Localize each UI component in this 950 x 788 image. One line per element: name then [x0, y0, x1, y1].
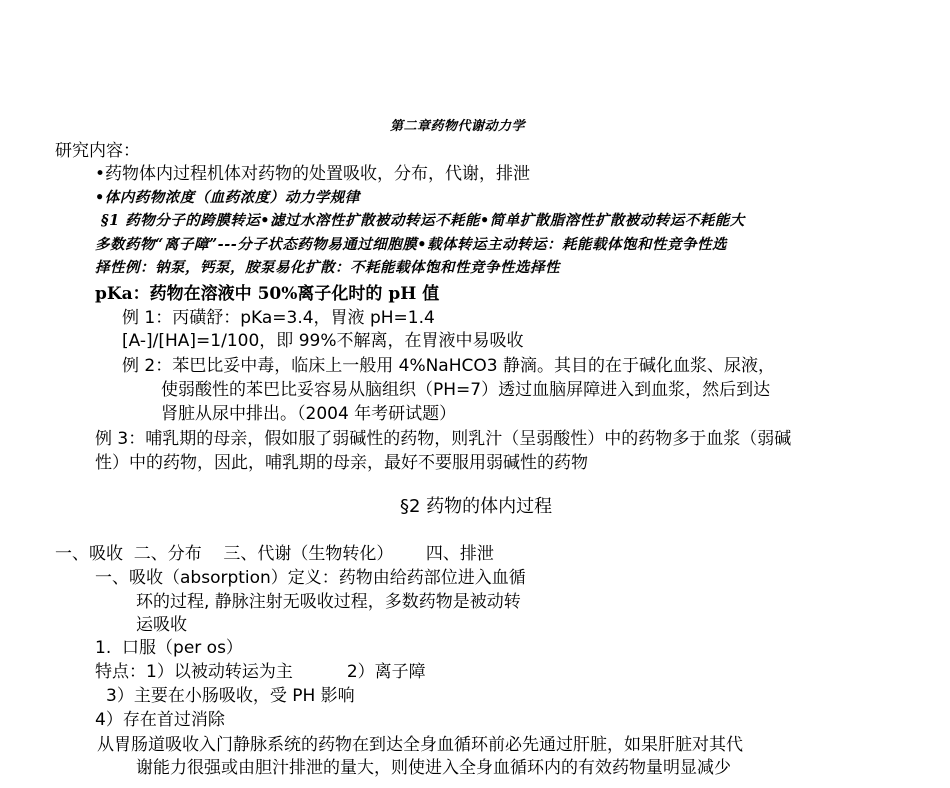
research-label: 研究内容： [55, 141, 140, 161]
example3-line2: 性）中的药物，因此，哺乳期的母亲，最好不要服用弱碱性的药物 [95, 453, 588, 473]
example1-line2: [A-]/[HA]=1/100，即 99%不解离，在胃液中易吸收 [122, 331, 524, 351]
section1-line1: §1 药物分子的跨膜转运•滤过水溶性扩散被动转运不耗能•简单扩散脂溶性扩散被动转运不耗能大 [101, 212, 745, 229]
feature-line4: 4）存在首过消除 [95, 710, 225, 730]
example2-line1: 例 2：苯巴比妥中毒，临床上一般用 4%NaHCO3 静滴。其目的在于碱化血浆、尿液， [122, 356, 775, 376]
section1-line3: 择性例：钠泵，钙泵，胺泵易化扩散：不耗能载体饱和性竞争性选择性 [95, 259, 560, 276]
example1-line1: 例 1：丙磺舒：pKa=3.4，胃液 pH=1.4 [122, 308, 435, 328]
section1-line2: 多数药物“离子障”---分子状态药物易通过细胞膜•载体转运主动转运：耗能载体饱和性竞争性选 [95, 236, 727, 253]
process-list: 一、吸收 二、分布 三、代谢（生物转化） 四、排泄 [55, 544, 494, 564]
example2-line2: 使弱酸性的苯巴比妥容易从脑组织（PH=7）透过血脑屏障进入到血浆，然后到达 [161, 380, 771, 400]
absorption-def-line2: 环的过程, 静脉注射无吸收过程，多数药物是被动转 [136, 592, 521, 612]
chapter-title: 第二章药物代谢动力学 [390, 119, 526, 134]
oral-route: 1. 口服（per os） [95, 638, 243, 658]
example3-line1: 例 3：哺乳期的母亲，假如服了弱碱性的药物，则乳汁（呈弱酸性）中的药物多于血浆（弱碱 [95, 429, 792, 449]
feature-line3: 3）主要在小肠吸收，受 PH 影响 [106, 686, 355, 706]
example2-line3: 肾脏从尿中排出。（2004 年考研试题） [161, 404, 457, 424]
pka-definition: pKa：药物在溶液中 50%离子化时的 pH 值 [95, 284, 440, 304]
first-pass-line2: 谢能力很强或由胆汁排泄的量大，则使进入全身血循环内的有效药物量明显减少 [136, 758, 731, 778]
feature-line1: 特点：1）以被动转运为主 2）离子障 [95, 662, 426, 682]
bullet-kinetics: •体内药物浓度（血药浓度）动力学规律 [95, 189, 360, 206]
section2-title: §2 药物的体内过程 [400, 496, 553, 517]
absorption-def-line3: 运吸收 [136, 615, 187, 635]
absorption-def-line1: 一、吸收（absorption）定义：药物由给药部位进入血循 [95, 568, 526, 588]
first-pass-line1: 从胃肠道吸收入门静脉系统的药物在到达全身血循环前必先通过肝脏，如果肝脏对其代 [97, 735, 743, 755]
bullet-process: •药物体内过程机体对药物的处置吸收，分布，代谢，排泄 [95, 164, 531, 184]
